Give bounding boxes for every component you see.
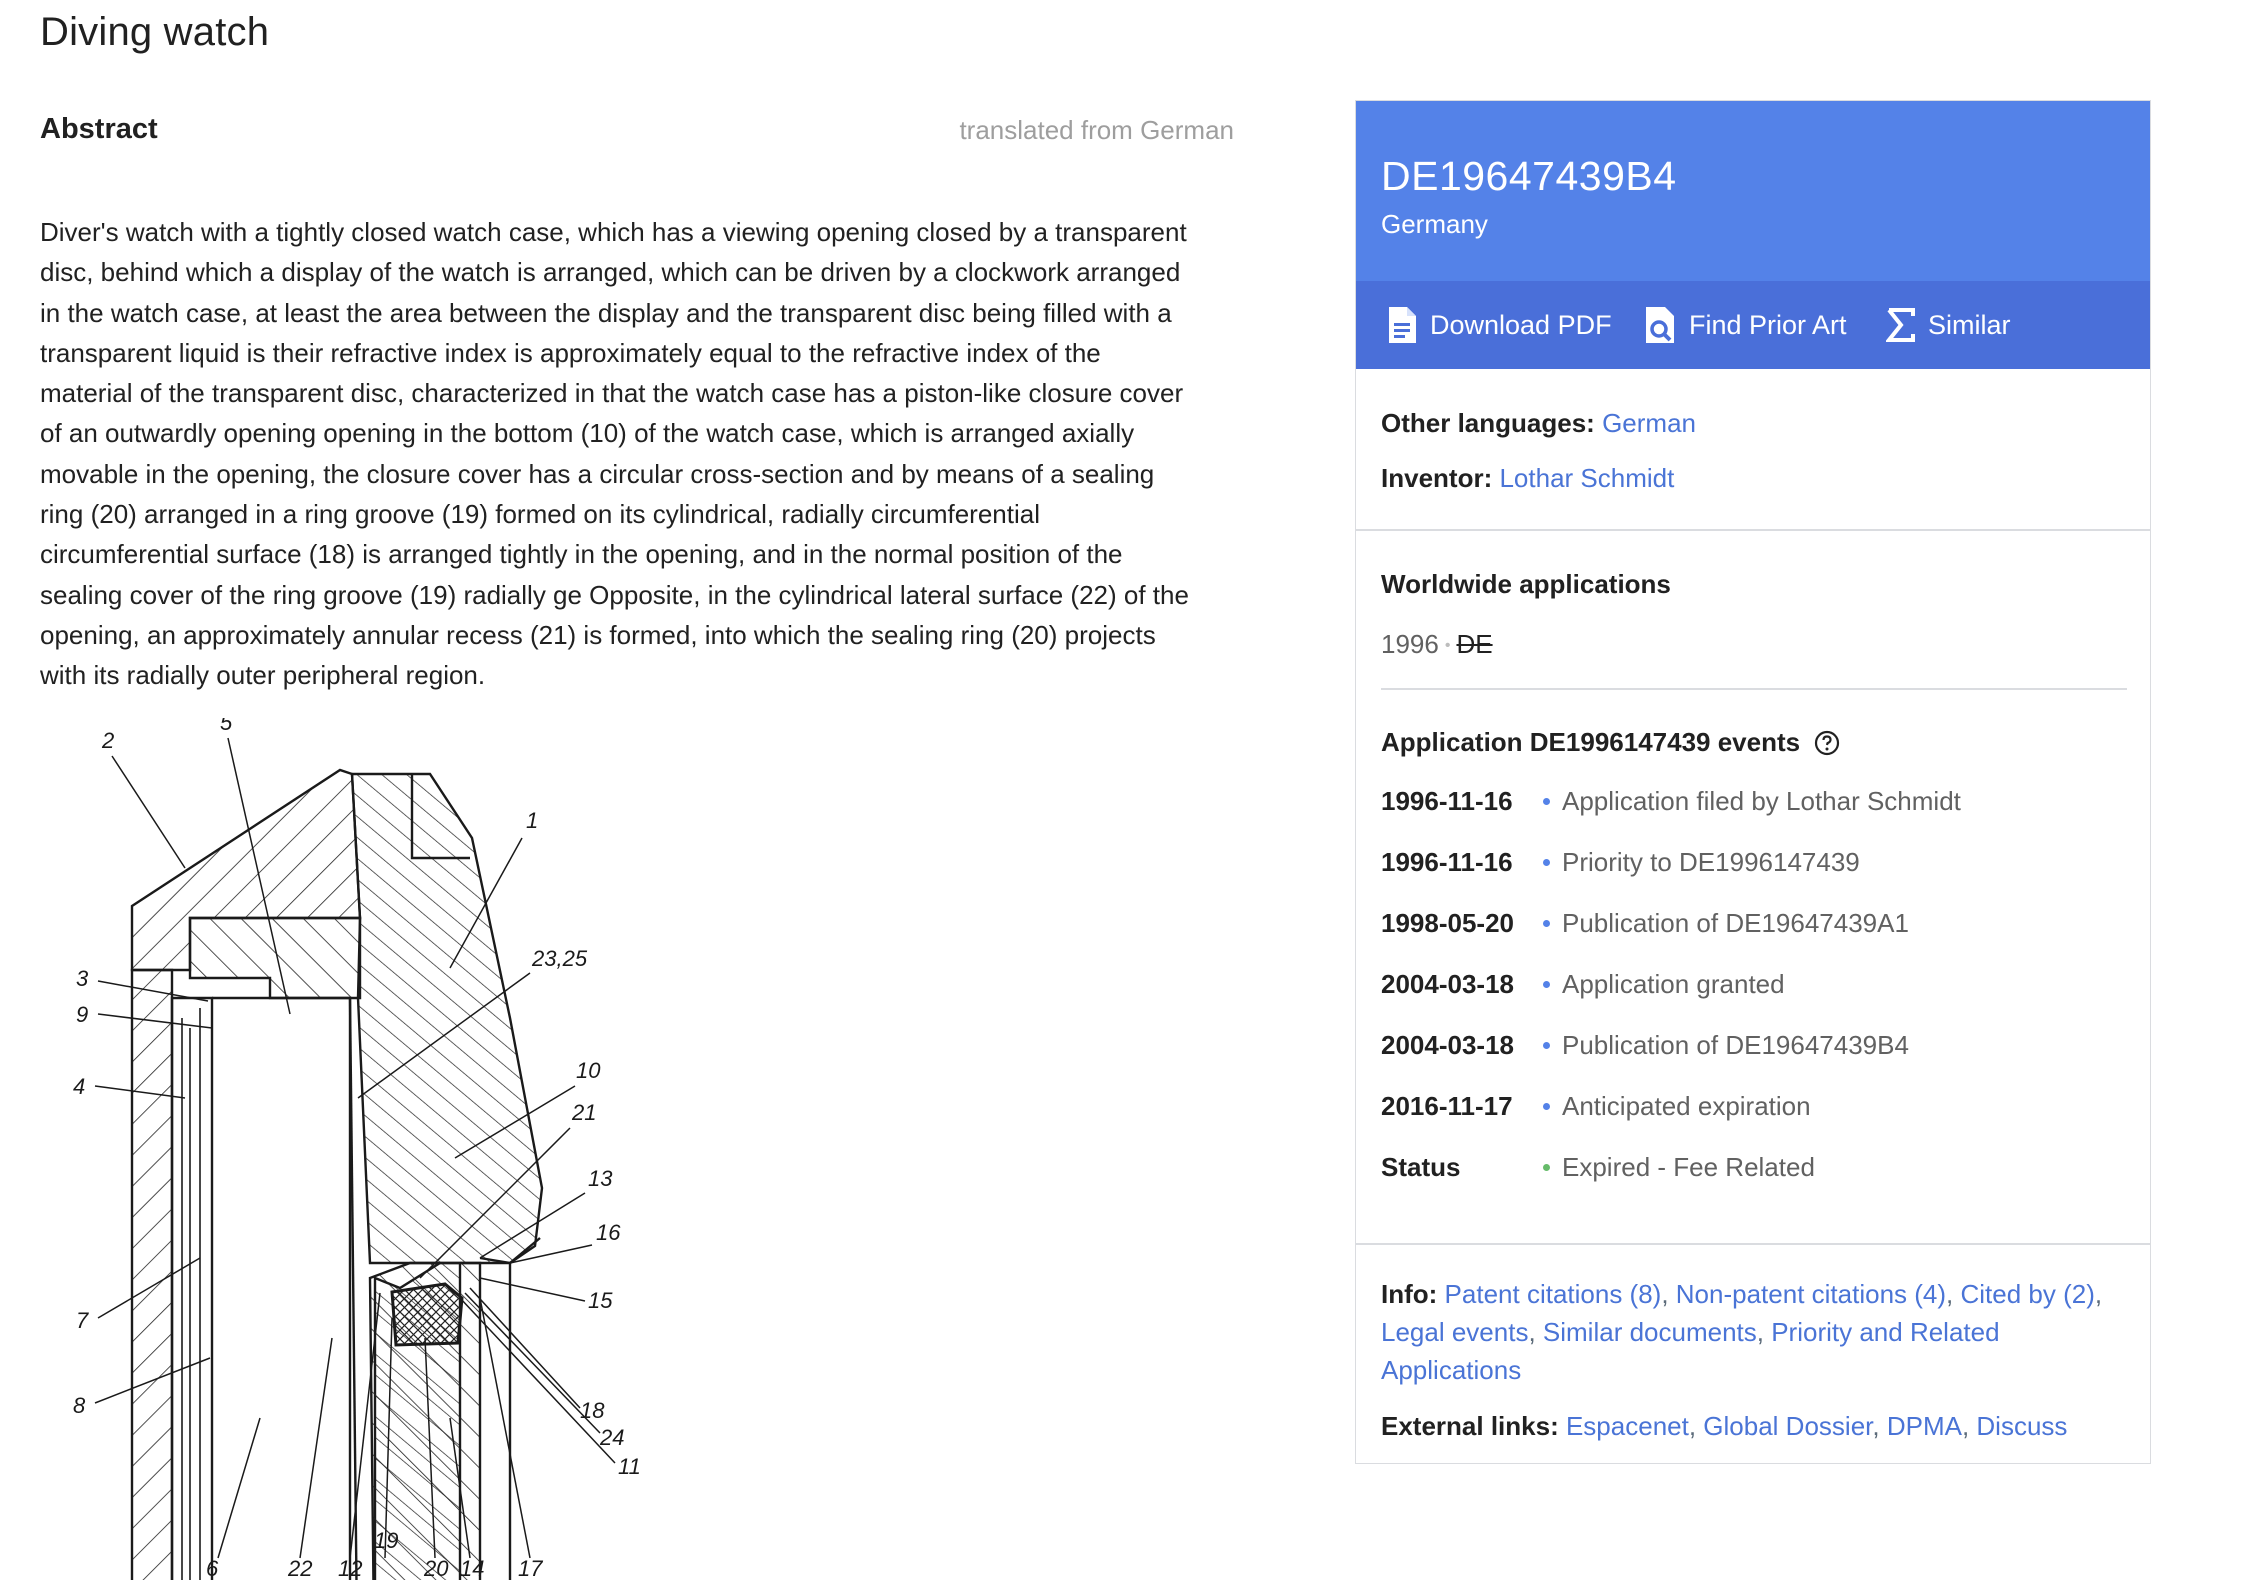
abstract-line: opening, an approximately annular recess (21) is formed, into which the sealing ring (20) projects (40, 619, 1156, 650)
drawing-label: 8 (73, 1393, 86, 1418)
status-value: Expired - Fee Related (1562, 1152, 1815, 1182)
similar-button[interactable] (1886, 281, 2011, 369)
cited-by-link[interactable]: Cited by (2) (1960, 1279, 2095, 1309)
separator: , (2094, 1279, 2103, 1309)
priority-and-related-link[interactable]: Priority and Related (1771, 1317, 2000, 1347)
event-row[interactable] (1381, 969, 1785, 1000)
drawing-label: 14 (460, 1556, 485, 1580)
drawing-label: 17 (518, 1556, 543, 1580)
drawing-label: 4 (73, 1074, 86, 1099)
drawing-label: 11 (618, 1454, 641, 1479)
drawing-label: 16 (596, 1220, 621, 1245)
drawing-label: 22 (288, 1556, 313, 1580)
patent-drawing[interactable] (40, 718, 700, 1580)
drawing-label: 3 (76, 966, 89, 991)
download-pdf-button[interactable] (1386, 281, 1612, 369)
abstract-line: ring (20) arranged in a ring groove (19) formed on its cylindrical, radially circumferential (40, 499, 1040, 530)
discuss-link[interactable]: Discuss (1976, 1411, 2068, 1441)
inventor-row (1381, 463, 2127, 494)
status-dot (1543, 1164, 1550, 1171)
dpma-link[interactable]: DPMA (1886, 1411, 1962, 1441)
other-languages-row (1381, 408, 2127, 439)
non-patent-citations-link[interactable]: Non-patent citations (4) (1675, 1279, 1947, 1309)
event-description: Application granted (1562, 969, 1785, 999)
status-label: Status (1381, 1152, 1461, 1182)
drawing-label: 21 (572, 1100, 597, 1125)
drawing-label: 13 (588, 1166, 613, 1191)
page-title: Diving watch (40, 10, 270, 54)
divider (1356, 529, 2150, 531)
drawing-label: 7 (76, 1308, 89, 1333)
separator: , (1688, 1411, 1704, 1441)
event-dot (1543, 1103, 1550, 1110)
drawing-label: 2 (102, 728, 115, 753)
separator: , (1872, 1411, 1887, 1441)
event-dot (1543, 920, 1550, 927)
help-icon[interactable] (1814, 730, 1840, 756)
event-row[interactable] (1381, 847, 1860, 878)
abstract-line: of an outwardly opening opening in the bottom (10) of the watch case, which is arranged axially (40, 418, 1135, 449)
events-list (1381, 786, 2127, 1206)
download-pdf-label: Download PDF (1430, 309, 1612, 340)
find-prior-art-label: Find Prior Art (1689, 309, 1847, 340)
event-dot (1543, 981, 1550, 988)
drawing-label: 12 (338, 1556, 363, 1580)
drawing-label: 1 (526, 808, 539, 833)
info-label: Info: (1381, 1279, 1438, 1309)
abstract-line: with its radially outer peripheral region. (40, 660, 486, 691)
document-search-icon (1643, 305, 1677, 345)
espacenet-link[interactable]: Espacenet (1565, 1411, 1689, 1441)
inventor-label: Inventor: (1381, 463, 1493, 493)
drawing-label: 23,25 (532, 946, 588, 971)
event-row[interactable] (1381, 1030, 1909, 1061)
other-languages-link[interactable]: German (1602, 408, 1696, 438)
abstract-line: transparent liquid is their refractive index is approximately equal to the refractive index of the (40, 337, 1101, 368)
worldwide-applications-title: Worldwide applications (1381, 569, 1671, 599)
legal-events-link[interactable]: Legal events (1381, 1317, 1529, 1347)
drawing-label: 9 (76, 1002, 89, 1027)
find-prior-art-button[interactable] (1643, 281, 1847, 369)
drawing-label: 24 (600, 1425, 625, 1450)
drawing-label: 19 (374, 1528, 399, 1553)
translated-note: translated from German (959, 115, 1234, 145)
separator-dot: • (1444, 637, 1451, 655)
worldwide-year: 1996 (1381, 629, 1439, 659)
drawing-label: 18 (580, 1398, 605, 1423)
events-title (1381, 727, 2127, 758)
abstract-line: material of the transparent disc, characterized in that the watch case has a piston-like closure cover (40, 378, 1184, 409)
separator: , (1661, 1279, 1676, 1309)
event-dot (1543, 859, 1550, 866)
separator: , (1961, 1411, 1977, 1441)
event-description: Publication of DE19647439B4 (1562, 1030, 1909, 1060)
patent-drawing-svg (40, 718, 700, 1580)
applications-link[interactable]: Applications (1381, 1355, 1522, 1385)
event-description: Anticipated expiration (1562, 1091, 1811, 1121)
similar-documents-link[interactable]: Similar documents (1542, 1317, 1757, 1347)
events-title-text: Application DE1996147439 events (1381, 727, 1801, 757)
abstract-label: Abstract (40, 113, 158, 145)
event-dot (1543, 798, 1550, 805)
event-date: 2004-03-18 (1381, 1030, 1514, 1060)
drawing-label: 5 (220, 718, 233, 735)
event-date: 2004-03-18 (1381, 969, 1514, 999)
event-date: 1998-05-20 (1381, 908, 1514, 938)
event-row[interactable] (1381, 908, 1909, 939)
publication-country: Germany (1381, 209, 1488, 239)
abstract-header (40, 113, 1234, 153)
worldwide-applications-row (1381, 629, 2127, 660)
separator: , (1946, 1279, 1961, 1309)
patent-citations-link[interactable]: Patent citations (8) (1444, 1279, 1662, 1309)
patent-info-card (1355, 100, 2151, 1464)
drawing-label: 6 (206, 1556, 219, 1580)
abstract-line: in the watch case, at least the area between the display and the transparent disc being filled with a (40, 297, 1172, 328)
event-row[interactable] (1381, 1091, 1811, 1122)
abstract-line: Diver's watch with a tightly closed watch case, which has a viewing opening closed by a transparent (40, 217, 1187, 247)
event-date: 1996-11-16 (1381, 786, 1513, 816)
event-date: 1996-11-16 (1381, 847, 1513, 877)
drawing-label: 15 (588, 1288, 613, 1313)
status-row[interactable] (1381, 1152, 1815, 1183)
other-languages-label: Other languages: (1381, 408, 1595, 438)
abstract-text (40, 212, 1240, 696)
event-dot (1543, 1042, 1550, 1049)
card-actions (1356, 281, 2150, 369)
sigma-icon (1886, 307, 1916, 343)
event-row[interactable] (1381, 786, 1961, 817)
card-header (1356, 101, 2150, 281)
inventor-link[interactable]: Lothar Schmidt (1499, 463, 1675, 493)
abstract-line: disc, behind which a display of the watch is arranged, which can be driven by a clockwork arranged (40, 257, 1181, 288)
drawing-label: 10 (576, 1058, 601, 1083)
abstract-line: movable in the opening, the closure cover has a circular cross-section and by means of a sealing (40, 458, 1155, 489)
separator: , (1528, 1317, 1543, 1347)
event-description: Publication of DE19647439A1 (1562, 908, 1909, 938)
divider (1381, 688, 2127, 690)
external-links (1381, 1407, 2127, 1445)
info-links (1381, 1275, 2127, 1389)
separator: , (1756, 1317, 1772, 1347)
drawing-label: 20 (424, 1556, 449, 1580)
similar-label: Similar (1928, 309, 2011, 340)
publication-number: DE19647439B4 (1381, 153, 1677, 199)
abstract-line: sealing cover of the ring groove (19) radially ge Opposite, in the cylindrical lateral surface (22) of the (40, 579, 1189, 610)
event-description: Application filed by Lothar Schmidt (1562, 786, 1961, 816)
divider (1356, 1243, 2150, 1245)
external-links-label: External links: (1381, 1411, 1559, 1441)
abstract-line: circumferential surface (18) is arranged tightly in the opening, and in the normal position of the (40, 539, 1123, 570)
global-dossier-link[interactable]: Global Dossier (1703, 1411, 1873, 1441)
event-description: Priority to DE1996147439 (1562, 847, 1860, 877)
pdf-file-icon (1386, 305, 1418, 345)
event-date: 2016-11-17 (1381, 1091, 1513, 1121)
worldwide-country-link[interactable]: DE (1456, 629, 1493, 659)
